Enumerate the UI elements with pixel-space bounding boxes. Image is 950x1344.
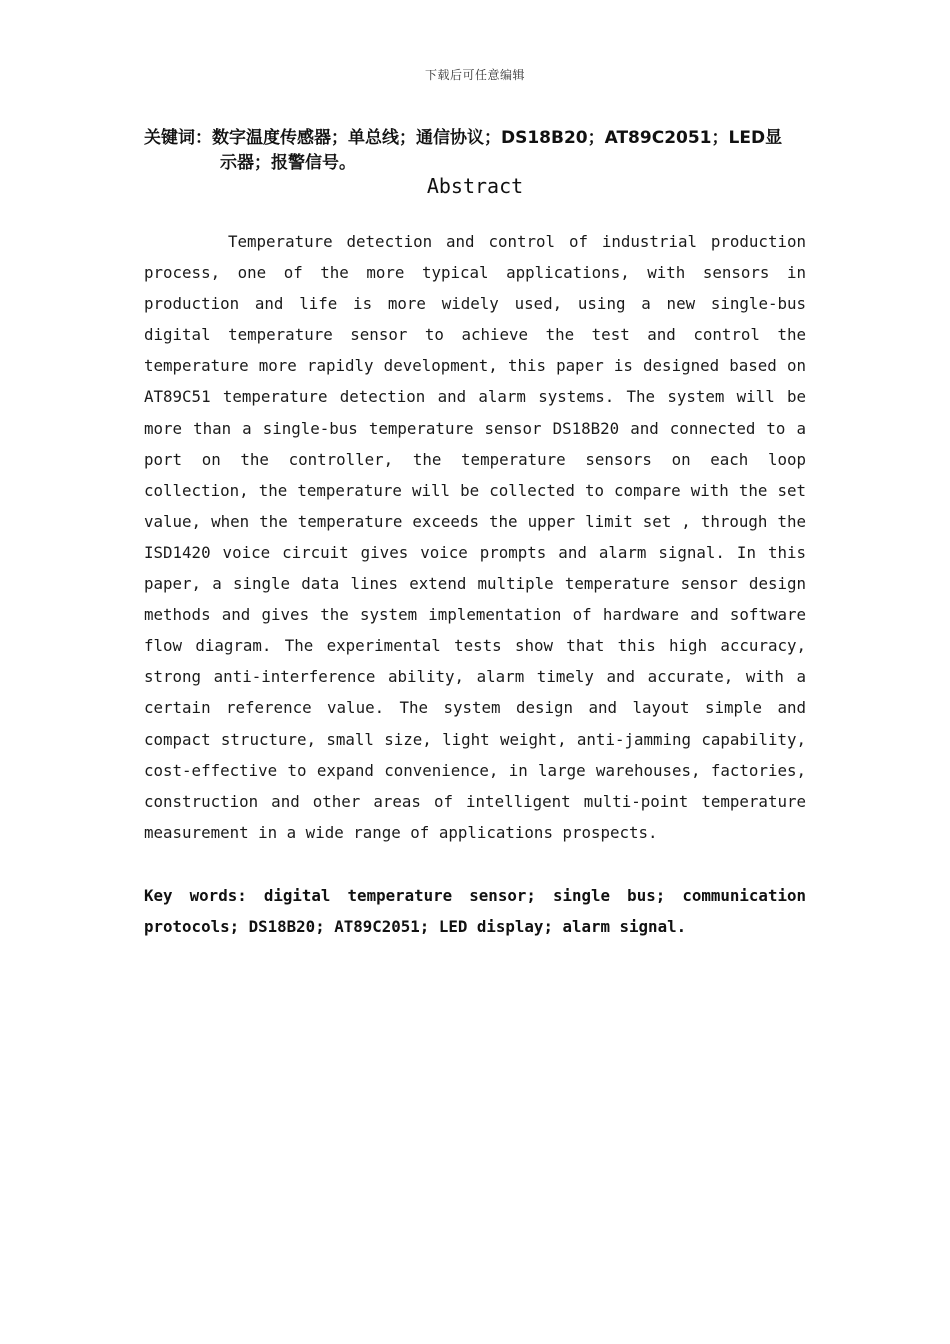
- page-header-note: 下载后可任意编辑: [424, 68, 525, 82]
- chinese-keywords-line-2: 示器；报警信号。: [220, 153, 356, 173]
- abstract-paragraph: Temperature detection and control of industrial production process, one of the more typical applications, with sensors in production and life is more widely used, using a new single-bus digital temperature sensor to achieve the test and control the temperature more rapidly development, this paper is designed based on AT89C51 temperature detection and alarm systems. The system will be more than a single-bus temperature sensor DS18B20 and connected to a port on the controller, the temperature sensors on each loop collection, the temperature will be collected to compare with the set value, when the temperature exceeds the upper limit set , through the ISD1420 voice circuit gives voice prompts and alarm signal. In this paper, a single data lines extend multiple temperature sensor design methods and gives the system implementation of hardware and software flow diagram. The experimental tests show that this high accuracy, strong anti-interference ability, alarm timely and accurate, with a certain reference value. The system design and layout simple and compact structure, small size, light weight, anti-jamming capability, cost-effective to expand convenience, in large warehouses, factories, construction and other areas of intelligent multi-point temperature measurement in a wide range of applications prospects.: [144, 232, 806, 842]
- chinese-keywords-line-1: 关键词：数字温度传感器；单总线；通信协议；DS18B20；AT89C2051；LED显: [144, 128, 783, 148]
- chinese-keywords: [144, 126, 808, 176]
- abstract-heading: Abstract: [426, 174, 524, 198]
- english-keywords: Key words: digital temperature sensor; single bus; communication protocols; DS18B20; AT89C2051; LED display; alarm signal.: [144, 886, 806, 936]
